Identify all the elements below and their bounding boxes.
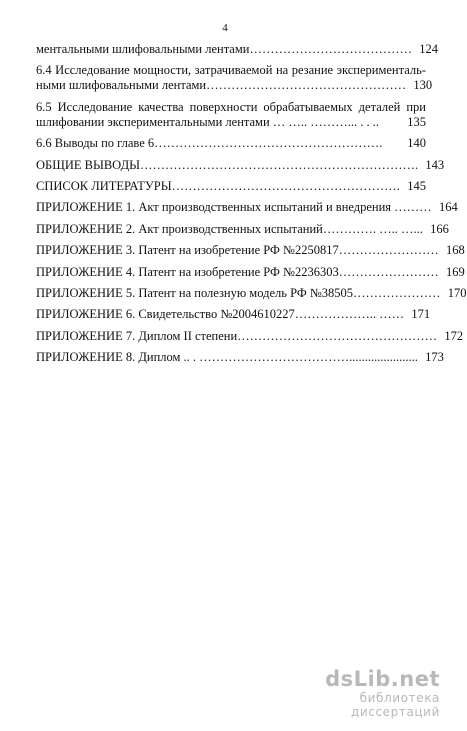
toc-entry <box>36 285 467 301</box>
toc-entry <box>36 42 438 57</box>
dslib-watermark <box>270 667 440 719</box>
toc-entry-page: 173 <box>425 350 444 365</box>
toc-entry-text: ПРИЛОЖЕНИЕ 8. Диплом .. . ………………………………...................... <box>36 350 418 365</box>
toc-entry-text: ПРИЛОЖЕНИЕ 7. Диплом II степени………………………………………… <box>36 328 438 343</box>
watermark-brand: dsLib.net <box>325 667 440 691</box>
toc-entry <box>36 179 426 194</box>
toc-entry <box>36 350 444 365</box>
toc-entry-text: ОБЩИЕ ВЫВОДЫ…………………………………………………………. <box>36 157 419 172</box>
toc-entry-page: 143 <box>425 157 445 172</box>
toc-entry <box>36 264 465 280</box>
toc-entry <box>36 100 426 130</box>
toc-entry <box>36 243 465 258</box>
toc-entry-text: ПРИЛОЖЕНИЕ 2. Акт производственных испытаний…………. ….. …... <box>36 221 423 236</box>
toc-entry-text: ПРИЛОЖЕНИЕ 5. Патент на полезную модель РФ №38505………………… <box>36 285 441 300</box>
toc-entry-text: ными шлифовальными лентами………………………………………… <box>36 78 407 93</box>
page-number: 4 <box>222 22 228 34</box>
toc-entry-page: 172 <box>444 328 464 343</box>
toc-entry-page: 168 <box>445 243 465 258</box>
toc-entry <box>36 328 464 344</box>
toc-entry-page: 124 <box>419 42 438 56</box>
toc-entry-text: шлифовании экспериментальными лентами … ….. ………... . . .. <box>36 114 380 129</box>
toc-entry-page: 169 <box>445 264 465 279</box>
toc-entry-text: ПРИЛОЖЕНИЕ 1. Акт производственных испытаний и внедрения ……… <box>36 200 432 215</box>
toc-entry-page: 135 <box>407 114 426 129</box>
toc-entry <box>36 200 458 215</box>
toc-entry <box>36 221 449 237</box>
toc-entry-page: 130 <box>413 78 433 93</box>
toc-entry-text: ПРИЛОЖЕНИЕ 3. Патент на изобретение РФ №2250817…………………… <box>36 243 439 258</box>
toc-entry-text: ментальными шлифовальными лентами………………………………… <box>36 42 412 56</box>
toc-entry-page: 140 <box>407 136 426 151</box>
toc-entry <box>36 307 431 322</box>
toc-entry-page: 164 <box>438 200 458 215</box>
toc-entry-page: 171 <box>411 307 431 322</box>
toc-entry-text: 6.4 Исследование мощности, затрачиваемой на резание эксперименталь- <box>36 63 426 78</box>
toc-entry <box>36 136 426 151</box>
toc-entry-page: 145 <box>407 178 426 193</box>
toc-entry-page: 170 <box>447 285 467 300</box>
toc-entry <box>36 157 445 173</box>
toc-entry-text: ПРИЛОЖЕНИЕ 4. Патент на изобретение РФ №2236303…………………… <box>36 264 439 279</box>
toc-entry-text: ПРИЛОЖЕНИЕ 6. Свидетельство №2004610227……………….. …… <box>36 307 405 322</box>
toc-entry-text: 6.5 Исследование качества поверхности обрабатываемых деталей при <box>36 99 426 114</box>
toc-entry <box>36 63 433 93</box>
watermark-subtitle: библиотека диссертаций <box>350 691 440 719</box>
toc-entry-text: 6.6 Выводы по главе 6………………………………………………. <box>36 136 383 151</box>
toc-entry-text: СПИСОК ЛИТЕРАТУРЫ………………………………………………. <box>36 178 400 193</box>
table-of-contents <box>36 42 467 371</box>
toc-entry-page: 166 <box>430 221 449 236</box>
